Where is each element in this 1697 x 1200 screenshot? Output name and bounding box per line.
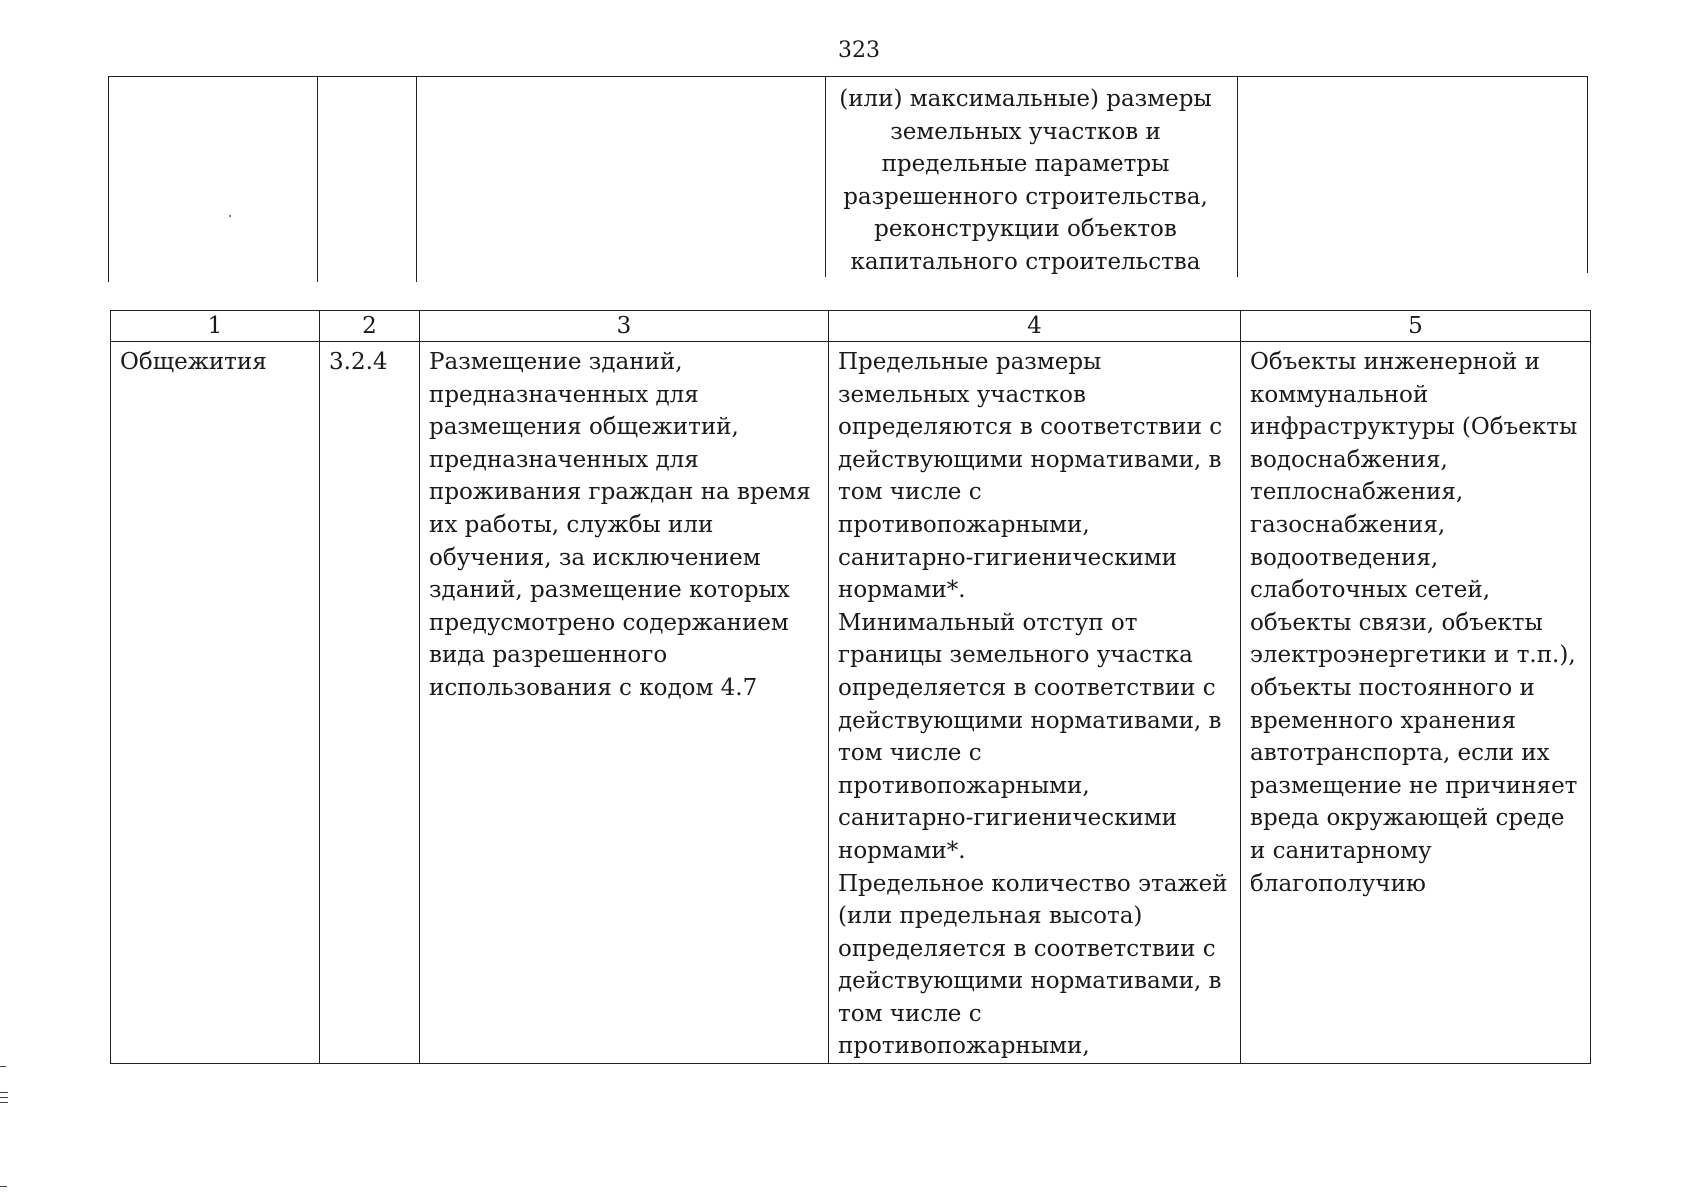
- scan-mark: [0, 1186, 7, 1187]
- parameter-floors: Предельное количество этажей (или предельная высота) определяется в соответствии с действующими нормативами, в том числе с противопожарными,: [838, 870, 1228, 1060]
- scan-mark: [0, 1102, 8, 1103]
- continuation-border-col1: [108, 77, 109, 282]
- header-col-1: 1: [111, 311, 320, 342]
- header-col-4: 4: [829, 311, 1241, 342]
- continuation-col4-text: (или) максимальные) размеры земельных участков и предельные параметры разрешенного строительства, реконструкции объектов капитального строительства: [839, 86, 1212, 275]
- parameter-size: Предельные размеры земельных участков определяются в соответствии с действующими нормативами, в том числе с противопожарными, санитарно-гигиеническими нормами*.: [838, 349, 1223, 604]
- continuation-border-col5: [1237, 77, 1238, 277]
- land-use-table: [110, 310, 1591, 1064]
- table-row: [111, 342, 1591, 1064]
- header-col-5: 5: [1241, 311, 1591, 342]
- continuation-border-col2: [317, 77, 318, 282]
- parameter-setback: Минимальный отступ от границы земельного участка определяется в соответствии с действующими нормативами, в том числе с противопожарными, санитарно-гигиеническими нормами*.: [838, 609, 1222, 864]
- scan-mark: [0, 1066, 6, 1067]
- continuation-block: [108, 76, 1588, 282]
- scan-speck: [229, 215, 231, 217]
- use-name: Общежития: [120, 349, 267, 375]
- continuation-border-right: [1587, 77, 1588, 273]
- header-col-2: 2: [320, 311, 420, 342]
- scan-mark: [0, 1097, 8, 1098]
- header-col-3: 3: [420, 311, 829, 342]
- use-code-cell: [320, 342, 420, 1064]
- header-row: [111, 311, 1591, 342]
- use-code: 3.2.4: [329, 349, 388, 375]
- auxiliary-uses: Объекты инженерной и коммунальной инфраструктуры (Объекты водоснабжения, теплоснабжения, газоснабжения, водоотведения, слаботочных сетей, объекты связи, объекты электроэнергетики и т.п.), объекты постоянного и временного хранения автотранспорта, если их размещение не причиняет вреда окружающей среде и санитарному благополучию: [1250, 349, 1578, 897]
- auxiliary-uses-cell: [1241, 342, 1591, 1064]
- use-name-cell: [111, 342, 320, 1064]
- continuation-border-col3: [416, 77, 417, 282]
- parameters-cell: [829, 342, 1241, 1064]
- use-description-cell: [420, 342, 829, 1064]
- use-description: Размещение зданий, предназначенных для размещения общежитий, предназначенных для проживания граждан на время их работы, службы или обучения, за исключением зданий, размещение которых предусмотрено содержанием вида разрешенного использования с кодом 4.7: [429, 349, 811, 701]
- page-number: 323: [838, 38, 880, 63]
- scan-mark: [0, 1092, 8, 1093]
